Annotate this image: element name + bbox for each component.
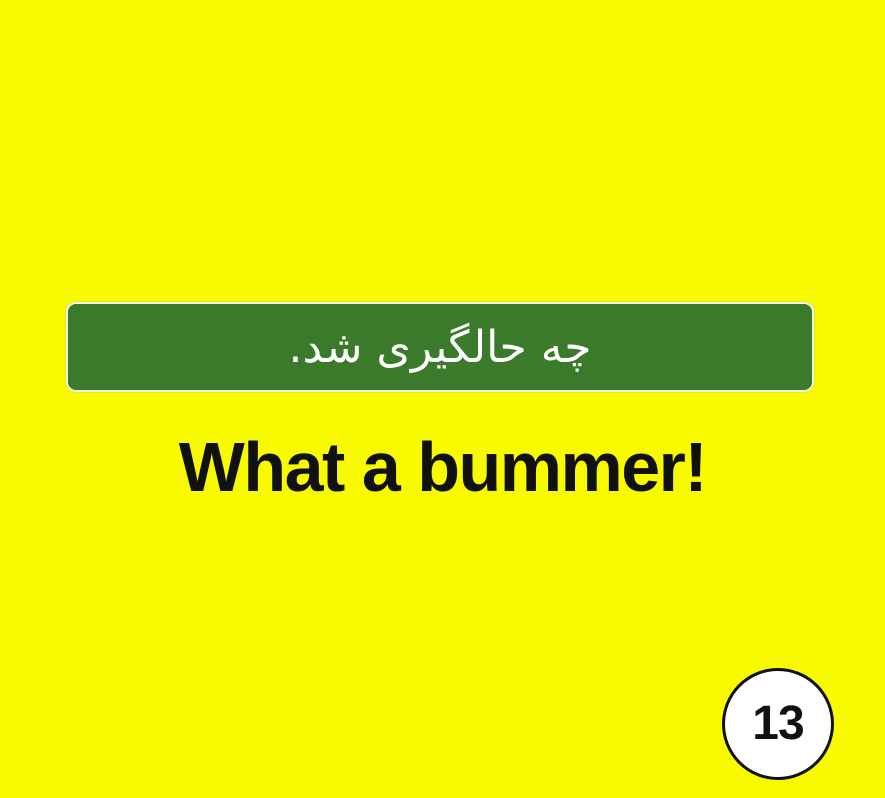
- card-number: 13: [752, 697, 804, 750]
- card-number-badge: [722, 668, 834, 780]
- english-phrase: What a bummer!: [178, 428, 707, 506]
- persian-phrase-banner: [66, 302, 814, 392]
- persian-phrase: چه حالگیری شد.: [288, 322, 592, 373]
